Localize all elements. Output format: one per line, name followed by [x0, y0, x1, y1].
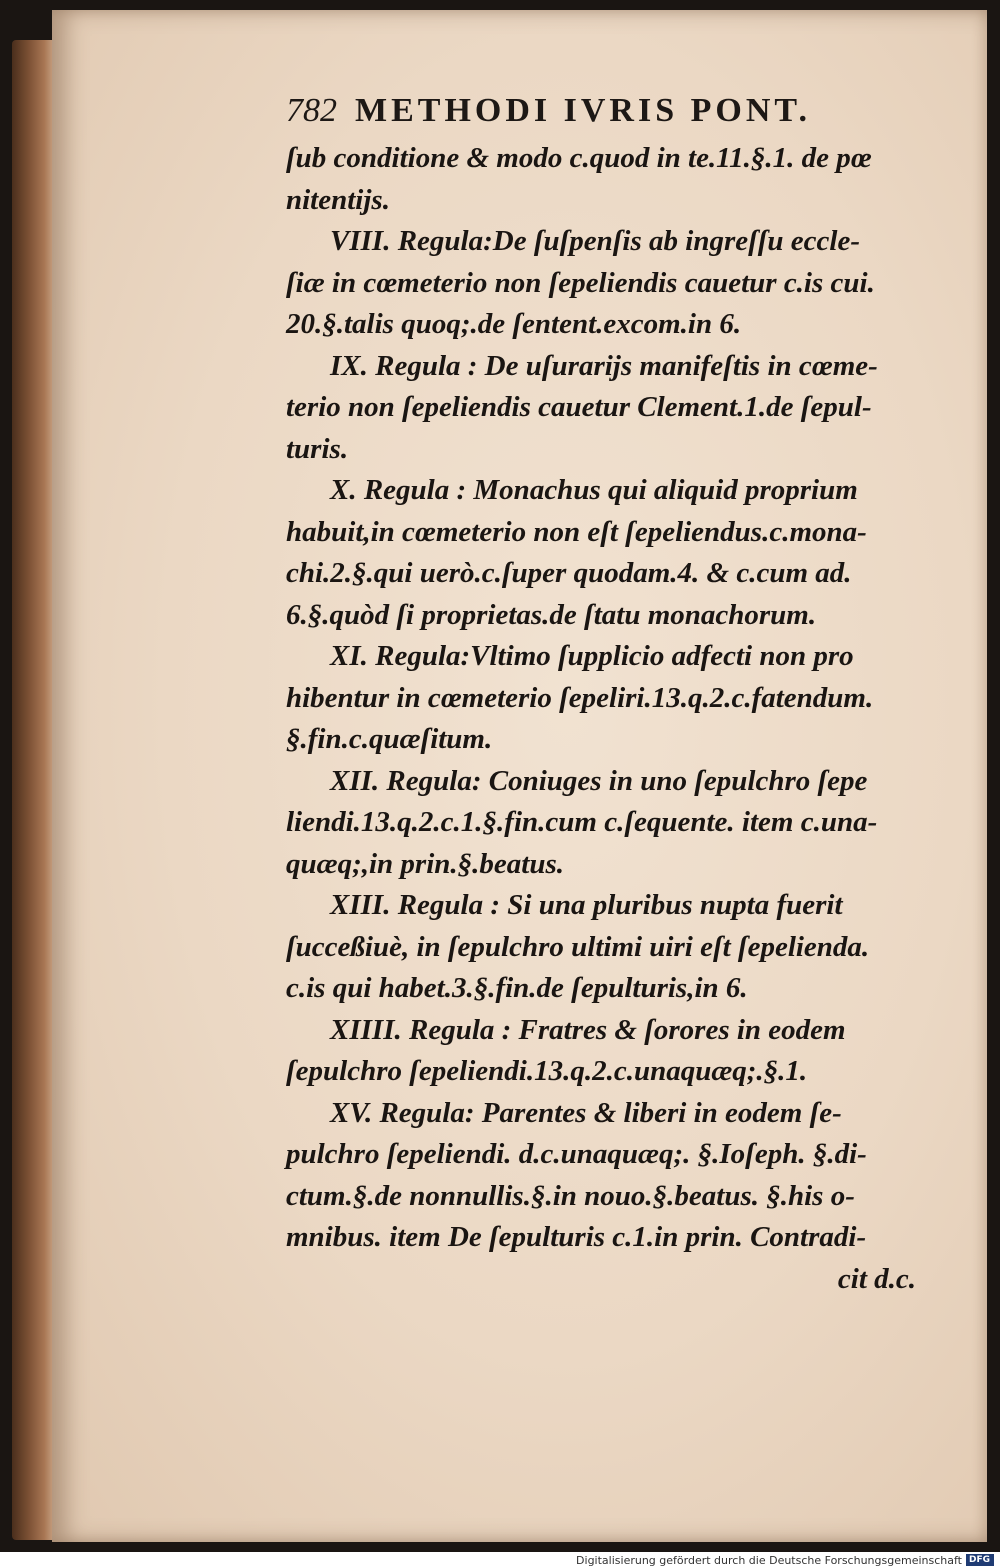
- text-line: XI. Regula:Vltimo ſupplicio adfecti non pro: [330, 640, 854, 672]
- text-line: nitentijs.: [286, 183, 390, 216]
- text-line: ſub conditione & modo c.quod in te.11.§.1. de pœ: [286, 142, 872, 174]
- text-line: ſucceßiuè, in ſepulchro ultimi uiri eſt ſepelienda.: [286, 930, 870, 963]
- digitization-footer: [0, 1552, 1000, 1568]
- text-line: chi.2.§.qui uerò.c.ſuper quodam.4. & c.cum ad.: [286, 557, 852, 589]
- footer-credit: Digitalisierung gefördert durch die Deutsche Forschungsgemeinschaft: [576, 1553, 962, 1567]
- text-line: terio non ſepeliendis cauetur Clement.1.de ſepul-: [286, 391, 872, 423]
- text-line: mnibus. item De ſepulturis c.1.in prin. Contradi-: [286, 1221, 867, 1253]
- text-line: ſepulchro ſepeliendi.13.q.2.c.unaquæq;.§.1.: [286, 1055, 808, 1087]
- text-line: liendi.13.q.2.c.1.§.fin.cum c.ſequente. item c.una-: [286, 806, 878, 838]
- dfg-logo-icon: DFG: [966, 1554, 994, 1566]
- text-line: 6.§.quòd ſi proprietas.de ſtatu monachorum.: [286, 598, 817, 631]
- text-line: 20.§.talis quoq;.de ſentent.excom.in 6.: [286, 308, 742, 340]
- text-lines: [286, 138, 926, 1259]
- text-line: habuit,in cœmeterio non eſt ſepeliendus.c.mona-: [286, 515, 867, 548]
- page-number: 782: [286, 92, 337, 129]
- catchword: cit d.c.: [837, 1262, 916, 1295]
- text-line: XIII. Regula : Si una pluribus nupta fuerit: [330, 889, 843, 921]
- text-line: XII. Regula: Coniuges in uno ſepulchro ſepe: [330, 764, 868, 797]
- running-head-title: METHODI IVRIS PONT.: [355, 92, 812, 129]
- text-line: X. Regula : Monachus qui aliquid proprium: [330, 474, 858, 506]
- text-block: [286, 138, 926, 1300]
- text-line: IX. Regula : De uſurarijs manifeſtis in cœme-: [330, 349, 878, 382]
- text-line: §.fin.c.quæſitum.: [286, 723, 493, 755]
- text-line: VIII. Regula:De ſuſpenſis ab ingreſſu eccle-: [330, 225, 861, 257]
- text-line: hibentur in cœmeterio ſepeliri.13.q.2.c.fatendum.: [286, 681, 874, 714]
- text-line: XV. Regula: Parentes & liberi in eodem ſe-: [330, 1096, 842, 1129]
- text-line: c.is qui habet.3.§.fin.de ſepulturis,in 6.: [286, 972, 748, 1004]
- text-line: pulchro ſepeliendi. d.c.unaquæq;. §.Ioſeph. §.di-: [286, 1138, 867, 1170]
- text-line: ctum.§.de nonnullis.§.in nouo.§.beatus. §.his o-: [286, 1179, 855, 1212]
- running-head: [286, 92, 926, 138]
- text-line: XIIII. Regula : Fratres & ſorores in eodem: [330, 1013, 846, 1046]
- text-line: turis.: [286, 432, 349, 465]
- text-line: ſiæ in cœmeterio non ſepeliendis cauetur c.is cui.: [286, 266, 875, 299]
- text-line: quæq;,in prin.§.beatus.: [286, 847, 564, 880]
